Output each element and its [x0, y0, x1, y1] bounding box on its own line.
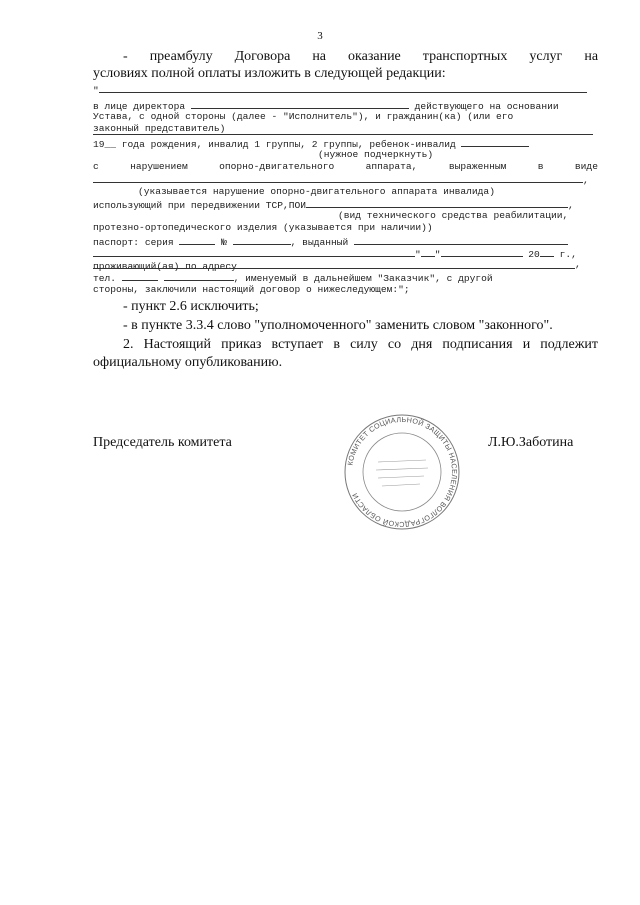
disability-group: года рождения, инвалид 1 группы, 2 группы, ребенок-инвалид [121, 139, 456, 150]
point-2: 2. Настоящий приказ вступает в силу со дня подписания и подлежит официальному опубликованию. [93, 337, 598, 370]
form-last-line: стороны, заключили настоящий договор о нижеследующем:"; [93, 284, 410, 295]
intro-word: Договора [234, 49, 291, 64]
director-label: в лице директора [93, 101, 186, 112]
intro-word: преамбулу [149, 49, 213, 64]
form-line-7 [93, 161, 598, 173]
blank-line [306, 198, 568, 208]
comma: , [575, 259, 581, 270]
quote: " [434, 249, 441, 260]
intro-line-2: условиях полной оплаты изложить в следующей редакции: [93, 66, 446, 81]
blank-line [540, 247, 554, 257]
blank-line [354, 235, 568, 245]
intro-dash: - [123, 49, 128, 64]
blank-line [179, 235, 215, 245]
director-basis: действующего на основании [414, 101, 559, 112]
blank-line [93, 173, 583, 183]
hint-violation: (указывается нарушение опорно-двигательного аппарата инвалида) [138, 186, 495, 197]
address-label: проживающий(ая) по адресу [93, 261, 237, 272]
blank-line [164, 271, 234, 281]
seal-text: КОМИТЕТ СОЦИАЛЬНОЙ ЗАЩИТЫ НАСЕЛЕНИЯ ВОЛГОГРАДСКОЙ ОБЛАСТИ [345, 414, 460, 530]
comma: , [583, 175, 589, 186]
amendment-item: - пункт 2.6 исключить; [123, 299, 259, 314]
blank-line [191, 99, 409, 109]
passport-series-label: паспорт: серия [93, 237, 174, 248]
blank-line [99, 83, 587, 93]
form-line-3: Устава, с одной стороны (далее - "Исполнитель"), и гражданин(ка) (или его [93, 111, 514, 122]
customer-clause: именуемый в дальнейшем "Заказчик", с другой [245, 273, 493, 284]
comma: , [233, 273, 240, 284]
hint-underline: (нужное подчеркнуть) [318, 149, 434, 160]
amendment-item: - в пункте 3.3.4 слово "уполномоченного" заменить словом "законного". [123, 318, 553, 333]
form-word: в [537, 161, 544, 172]
blank-line [93, 134, 593, 135]
form-word: виде [574, 161, 598, 172]
intro-word: на [584, 49, 599, 64]
form-word: аппарата, [365, 161, 418, 172]
quote-open: " [93, 85, 99, 96]
passport-number-label: № [221, 237, 227, 248]
blank-line [122, 271, 158, 281]
form-word: нарушением [130, 161, 188, 172]
tel-label: тел. [93, 273, 117, 284]
form-line-8 [93, 173, 598, 187]
passport-issued-label: , выданный [290, 237, 349, 248]
page-number: 3 [317, 30, 323, 42]
form-word: выраженным [448, 161, 507, 172]
form-word: с [93, 161, 99, 172]
form-opening-line [93, 83, 598, 97]
quote: " [415, 249, 421, 260]
intro-word: услуг [529, 49, 563, 64]
blank-line [93, 268, 575, 269]
svg-text:КОМИТЕТ СОЦИАЛЬНОЙ ЗАЩИТЫ НАСЕ [345, 415, 459, 529]
form-tel-line [93, 271, 598, 285]
form-word: опорно-двигательного [219, 161, 335, 172]
intro-word: на оказание [312, 49, 401, 64]
legal-rep-label: законный представитель) [93, 123, 226, 134]
birth-year: 19__ [93, 139, 117, 150]
comma: , [568, 200, 574, 211]
blank-line [461, 137, 529, 147]
intro-line-1 [93, 48, 598, 65]
form-line-11: протезно-ортопедического изделия (указывается при наличии)) [93, 222, 433, 233]
tsr-label: использующий при передвижении ТСР,ПОИ [93, 200, 307, 211]
signatory-title: Председатель комитета [93, 435, 232, 450]
official-seal [342, 412, 462, 532]
blank-line [233, 235, 291, 245]
blank-line [421, 247, 435, 257]
year-prefix: 20 [528, 249, 540, 260]
signatory-name: Л.Ю.Заботина [488, 435, 574, 450]
blank-line [93, 247, 415, 257]
intro-word: транспортных [422, 49, 508, 64]
year-suffix: г., [559, 249, 577, 260]
blank-line [441, 247, 523, 257]
hint-tsr: (вид технического средства реабилитации, [338, 210, 569, 221]
